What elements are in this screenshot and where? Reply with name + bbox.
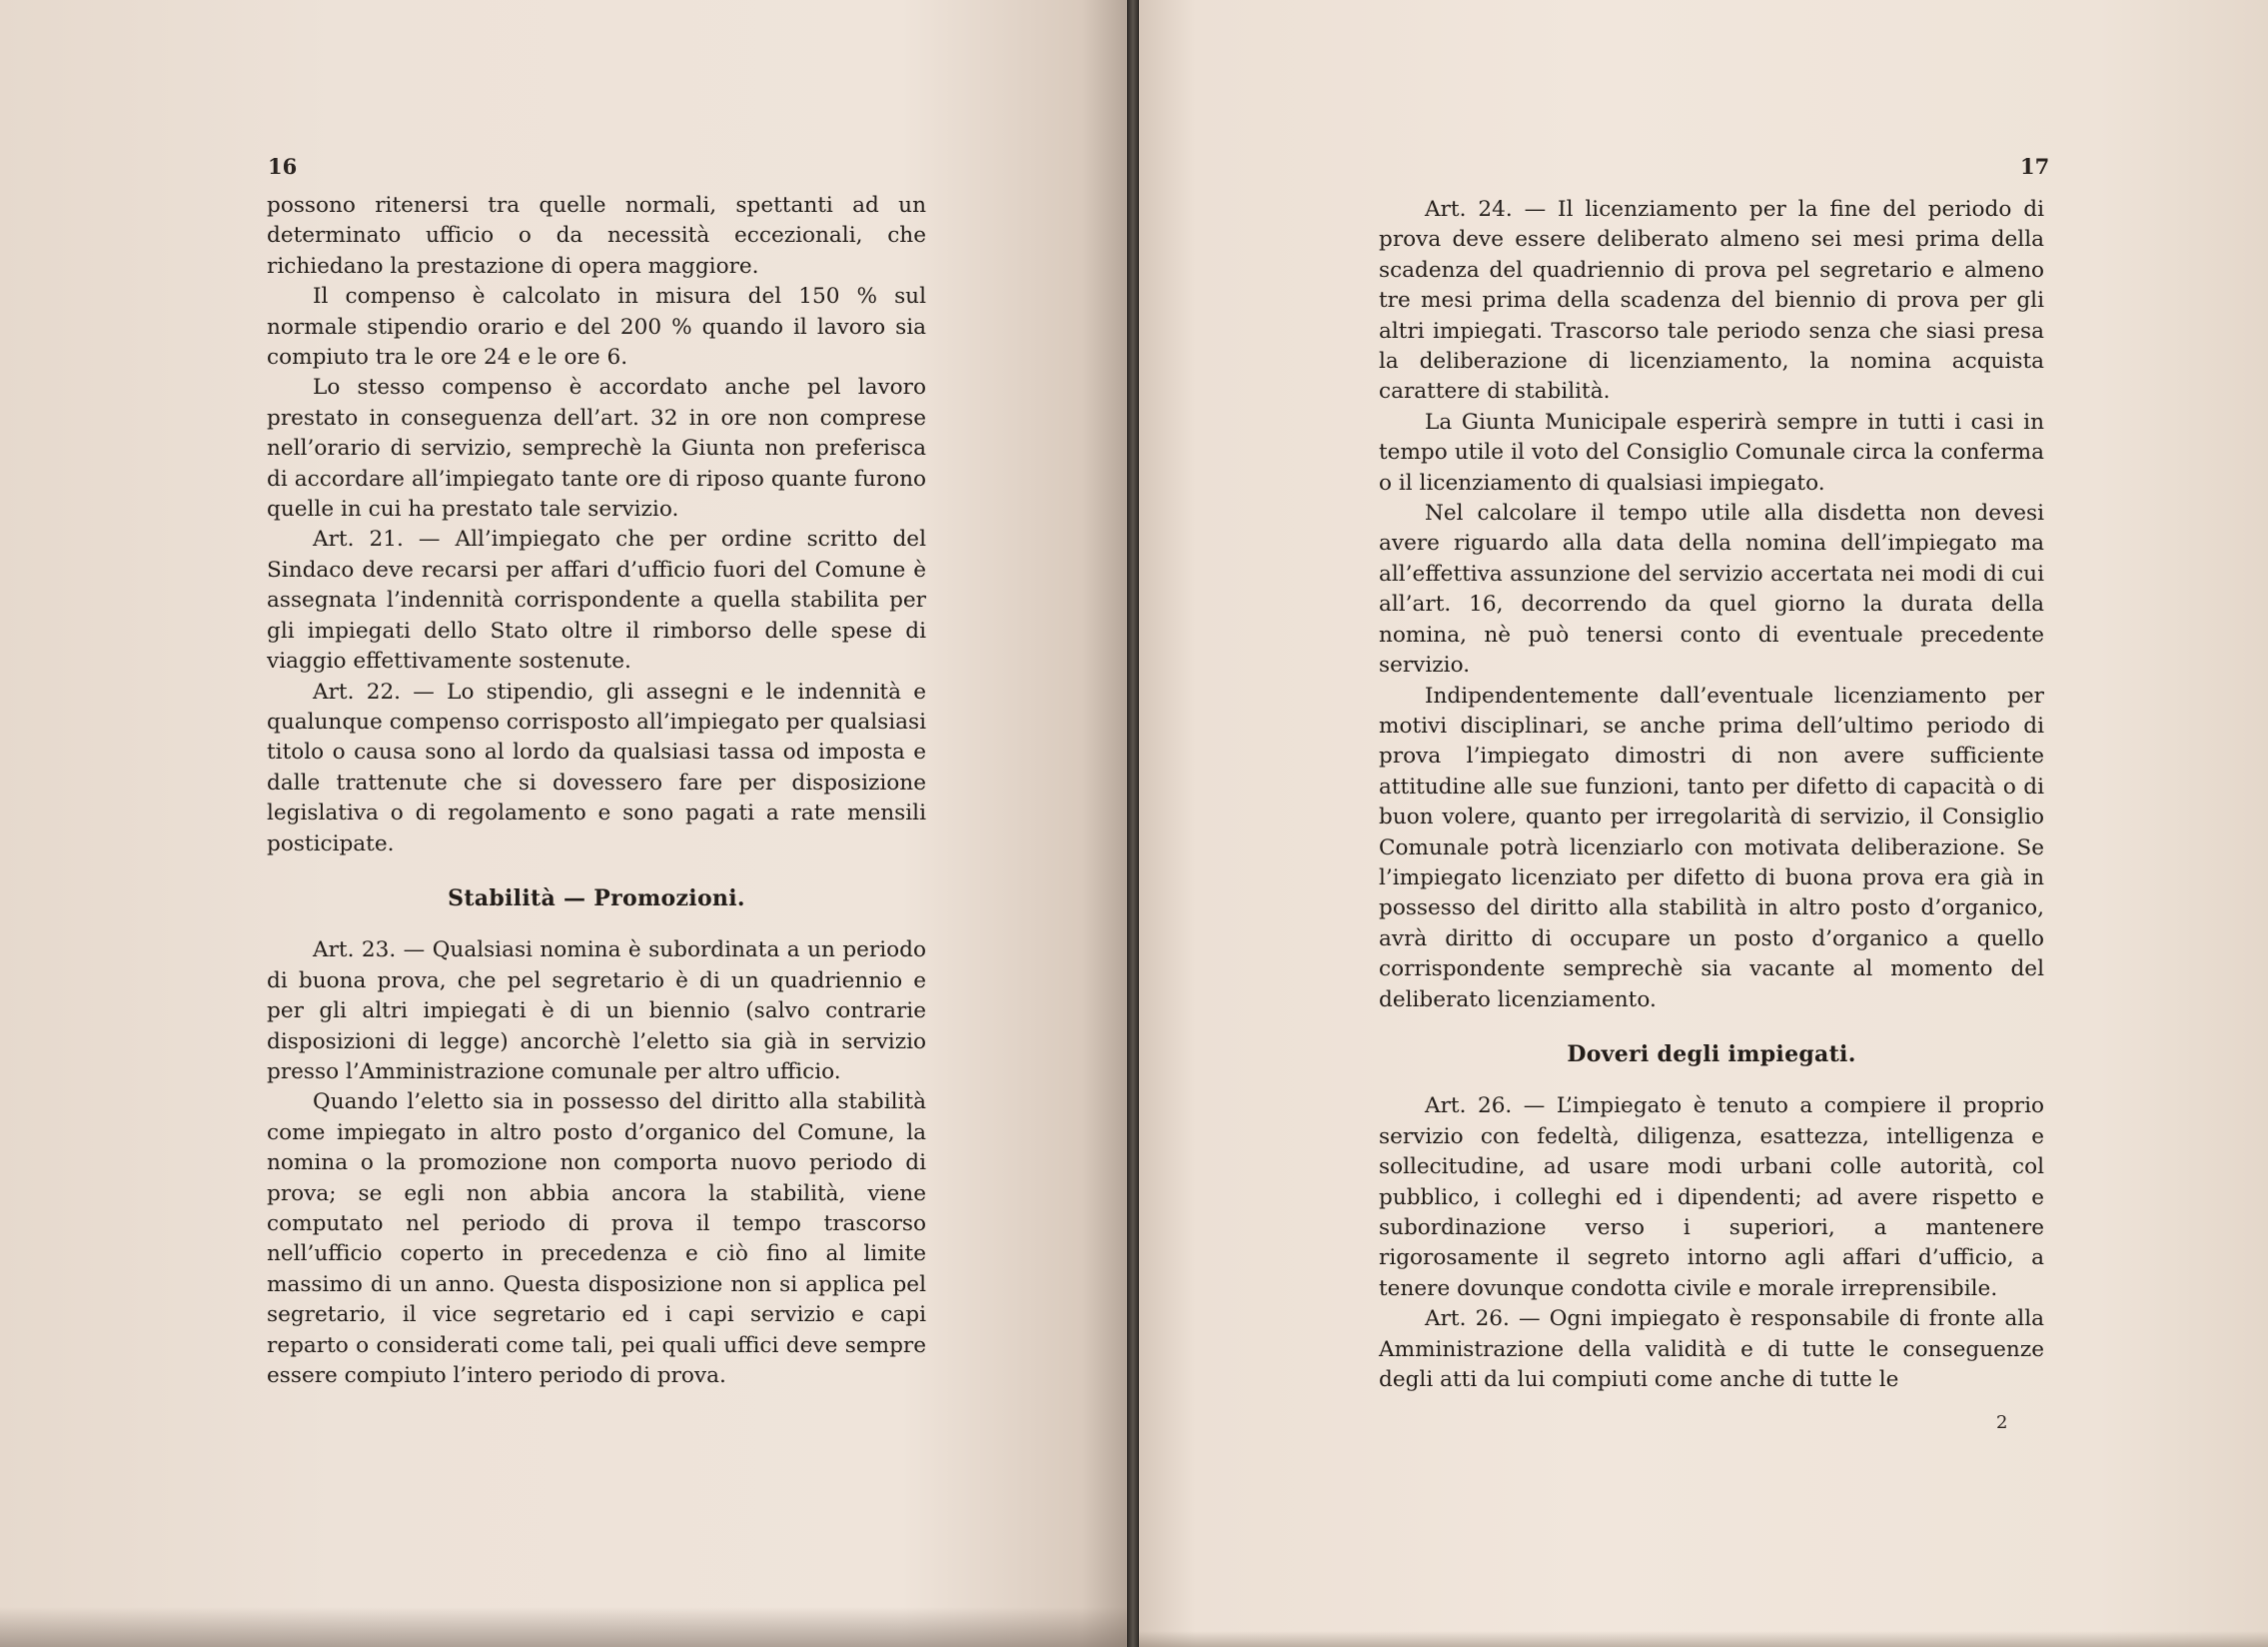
left-page — [0, 0, 1127, 1647]
section-heading-stabilita: Stabilità — Promozioni. — [448, 884, 745, 911]
book-gutter — [1127, 0, 1139, 1647]
paragraph: Lo stesso compenso è accordato anche pel lavoro prestato in conseguenza dell’art. 32 in ore non comprese nell’orario di servizio, semprechè la Giunta non preferisca di accordare all’impiegato tante ore di riposo quante furono quelle in cui ha prestato tale servizio. — [267, 375, 926, 523]
paragraph: Il compenso è calcolato in misura del 150 % sul normale stipendio orario e del 200 % quando il lavoro sia compiuto tra le ore 24 e le ore 6. — [267, 284, 926, 371]
right-page — [1139, 0, 2268, 1647]
article-24: Art. 24. — Il licenziamento per la fine del periodo di prova deve essere deliberato almeno sei mesi prima della scadenza del quadriennio di prova pel segretario e almeno tre mesi prima della scadenza del biennio di prova per gli altri impiegati. Trascorso tale periodo senza che siasi presa la deliberazione di licenziamento, la nomina acquista carattere di stabilità. — [1379, 197, 2044, 405]
article-22: Art. 22. — Lo stipendio, gli assegni e le indennità e qualunque compenso corrisposto all’impiegato per qualsiasi titolo o causa sono al lordo da qualsiasi tassa od imposta e dalle trattenute che si dovessero fare per disposizione legislativa o di regolamento e sono pagati a rate mensili posticipate. — [267, 679, 926, 856]
paragraph: Nel calcolare il tempo utile alla disdetta non devesi avere riguardo alla data della nomina dell’impiegato ma all’effettiva assunzione del servizio accertata nei modi di cui all’art. 16, decorrendo da quel giorno la durata della nomina, nè può tenersi conto di eventuale precedente servizio. — [1379, 501, 2044, 679]
page-number-left: 16 — [268, 154, 298, 179]
paragraph: possono ritenersi tra quelle normali, spettanti ad un determinato ufficio o da necessità eccezionali, che richiedano la prestazione di opera maggiore. — [267, 193, 926, 279]
right-text-column — [1379, 195, 2044, 1395]
paragraph: Quando l’eletto sia in possesso del diritto alla stabilità come impiegato in altro posto d’organico del Comune, la nomina o la promozione non comporta nuovo periodo di prova; se egli non abbia ancora la stabilità, viene computato nel periodo di prova il tempo trascorso nell’ufficio coperto in precedenza e ciò fino al limite massimo di un anno. Questa disposizione non si applica pel segretario, il vice segretario ed i capi servizio e capi reparto o considerati come tali, pei quali uffici deve sempre essere compiuto l’intero periodo di prova. — [267, 1089, 926, 1389]
article-26-duties: Art. 26. — L’impiegato è tenuto a compiere il proprio servizio con fedeltà, diligenza, esattezza, intelligenza e sollecitudine, ad usare modi urbani colle autorità, col pubblico, i colleghi ed i dipendenti; ad avere rispetto e subordinazione verso i superiori, a mantenere rigorosamente il segreto intorno agli affari d’ufficio, a tenere dovunque condotta civile e morale irreprensibile. — [1379, 1093, 2044, 1301]
page-number-right: 17 — [2020, 154, 2050, 179]
paragraph: La Giunta Municipale esperirà sempre in tutti i casi in tempo utile il voto del Consiglio Comunale circa la conferma o il licenziamento di qualsiasi impiegato. — [1379, 409, 2044, 496]
article-21: Art. 21. — All’impiegato che per ordine scritto del Sindaco deve recarsi per affari d’ufficio fuori del Comune è assegnata l’indennità corrispondente a quella stabilita per gli impiegati dello Stato oltre il rimborso delle spese di viaggio effettivamente sostenute. — [267, 527, 926, 675]
left-text-column — [267, 191, 926, 1391]
signature-mark: 2 — [1996, 1412, 2008, 1433]
paragraph: Indipendentemente dall’eventuale licenziamento per motivi disciplinari, se anche prima dell’ultimo periodo di prova l’impiegato dimostri di non avere sufficiente attitudine alle sue funzioni, tanto per difetto di capacità o di buon volere, quanto per irregolarità di servizio, il Consiglio Comunale potrà licenziarlo con motivata deliberazione. Se l’impiegato licenziato per difetto di buona prova era già in possesso del diritto alla stabilità in altro posto d’organico, avrà diritto di occupare un posto d’organico a quello corrispondente semprechè sia vacante al momento del deliberato licenziamento. — [1379, 683, 2044, 1012]
article-23: Art. 23. — Qualsiasi nomina è subordinata a un periodo di buona prova, che pel segretario è di un quadriennio e per gli altri impiegati è di un biennio (salvo contrarie disposizioni di legge) ancorchè l’eletto sia già in servizio presso l’Amministrazione comunale per altro ufficio. — [267, 937, 926, 1084]
section-heading-doveri: Doveri degli impiegati. — [1567, 1040, 1856, 1067]
article-26-responsibility: Art. 26. — Ogni impiegato è responsabile di fronte alla Amministrazione della validità e di tutte le conseguenze degli atti da lui compiuti come anche di tutte le — [1379, 1306, 2044, 1393]
